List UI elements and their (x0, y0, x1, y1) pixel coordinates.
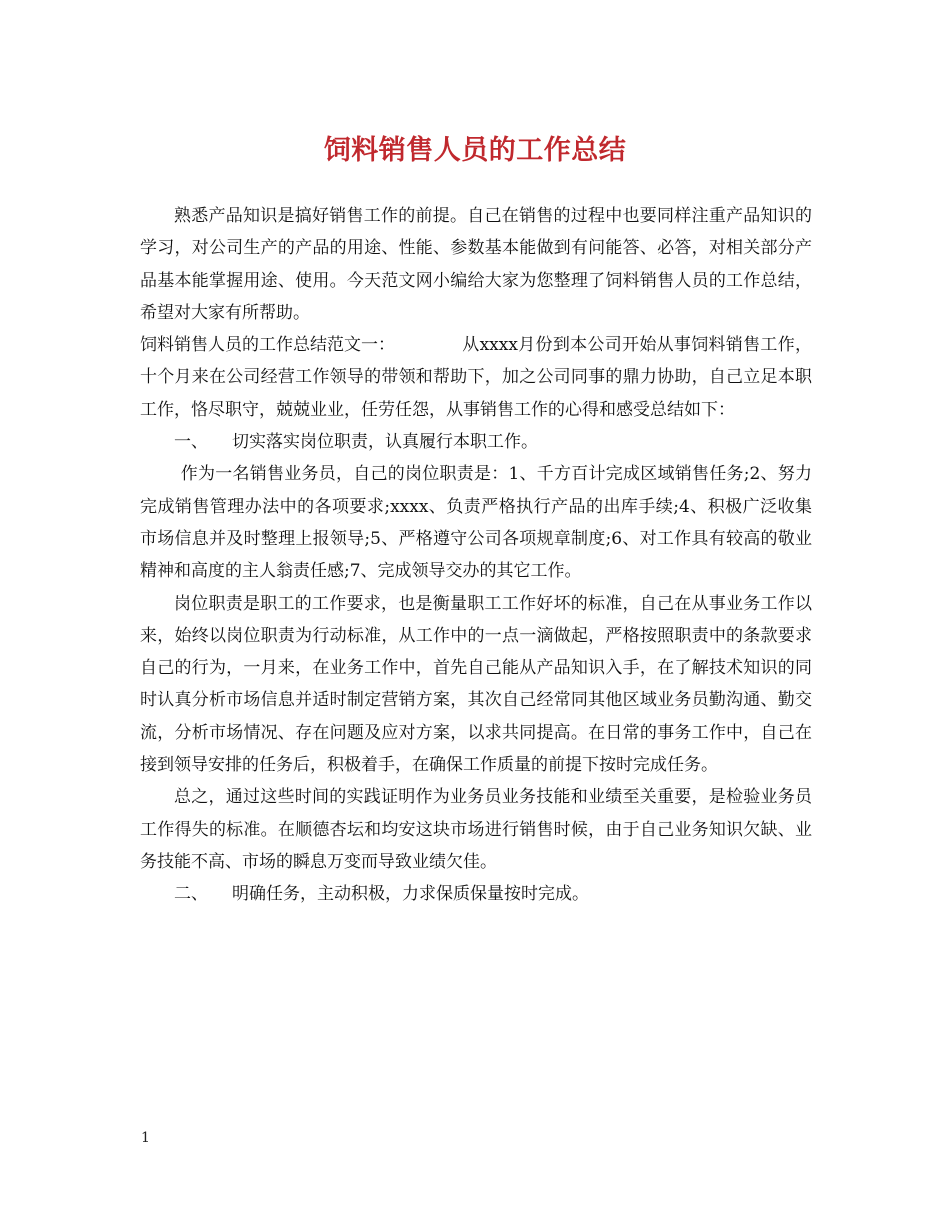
intro-paragraph: 熟悉产品知识是搞好销售工作的前提。自己在销售的过程中也要同样注重产品知识的学习，对公司生产的产品的用途、性能、参数基本能做到有问能答、必答，对相关部分产品基本能掌握用途、使用。今天范文网小编给大家为您整理了饲料销售人员的工作总结，希望对大家有所帮助。 (140, 206, 812, 323)
document-body (140, 200, 812, 911)
section-number-2: 二、 (174, 884, 208, 905)
body-paragraph-2: 岗位职责是职工的工作要求，也是衡量职工工作好坏的标准，自己在从事业务工作以来，始终以岗位职责为行动标准，从工作中的一点一滴做起，严格按照职责中的条款要求自己的行为，一月来，在业务工作中，首先自己能从产品知识入手，在了解技术知识的同时认真分析市场信息并适时制定营销方案，其次自己经常同其他区域业务员勤沟通、勤交流，分析市场情况、存在问题及应对方案，以求共同提高。在日常的事务工作中，自己在接到领导安排的任务后，积极着手，在确保工作质量的前提下按时完成任务。 (140, 593, 812, 776)
body-paragraph-3: 总之，通过这些时间的实践证明作为业务员业务技能和业绩至关重要，是检验业务员工作得失的标准。在顺德杏坛和均安这块市场进行销售时候，由于自己业务知识欠缺、业务技能不高、市场的瞬息万变而导致业绩欠佳。 (140, 787, 812, 872)
section-heading-2 (140, 878, 812, 910)
sample-paragraph (140, 329, 812, 426)
section-title-1: 切实落实岗位职责，认真履行本职工作。 (232, 432, 538, 453)
sample-text: 从xxxx月份到本公司开始从事饲料销售工作，十个月来在公司经营工作领导的带领和帮助下，加之公司同事的鼎力协助，自己立足本职工作，恪尽职守，兢兢业业，任劳任怨，从事销售工作的心得和感受总结如下： (140, 335, 812, 420)
section-number-1: 一、 (174, 432, 208, 453)
body-paragraph-1: 作为一名销售业务员，自己的岗位职责是：1、千方百计完成区域销售任务;2、努力完成销售管理办法中的各项要求;xxxx、负责严格执行产品的出库手续;4、积极广泛收集市场信息并及时整理上报领导;5、严格遵守公司各项规章制度;6、对工作具有较高的敬业精神和高度的主人翁责任感;7、完成领导交办的其它工作。 (140, 464, 812, 582)
page-title: 饲料销售人员的工作总结 (323, 135, 627, 166)
section-heading-1 (140, 426, 812, 458)
section-title-2: 明确任务，主动积极，力求保质保量按时完成。 (232, 884, 589, 905)
sample-label: 饲料销售人员的工作总结范文一： (140, 335, 395, 356)
page-number: 1 (141, 1130, 150, 1146)
